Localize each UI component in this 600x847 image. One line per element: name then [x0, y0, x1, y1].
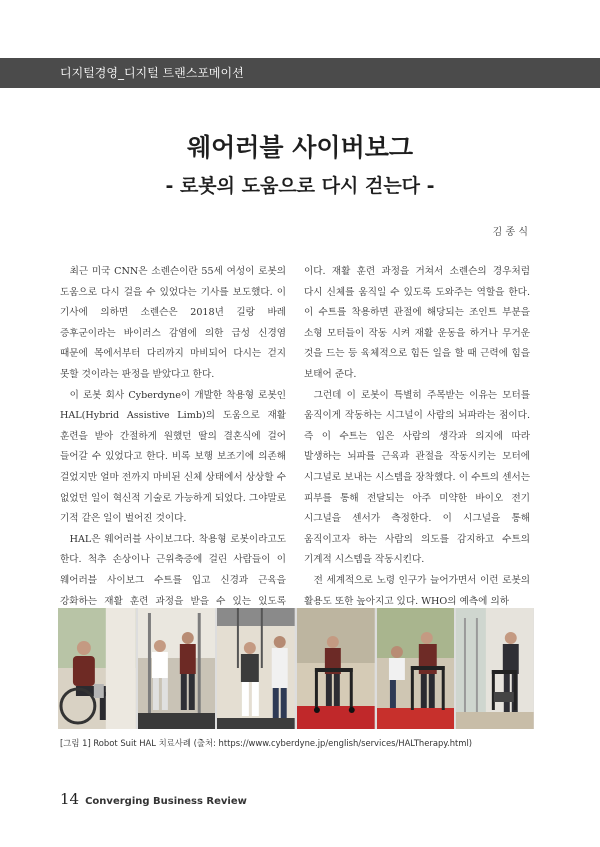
photo-walker-hallway — [456, 608, 534, 729]
author-name: 김 종 식 — [492, 227, 528, 238]
page-footer — [60, 790, 247, 808]
figure-photo-strip — [58, 608, 534, 729]
article-subtitle: - 로봇의 도움으로 다시 걷는다 - — [165, 175, 435, 197]
photo-walker-red-floor — [297, 608, 375, 729]
paragraph: 이 로봇 회사 Cyberdyne이 개발한 착용형 로봇인 HAL(Hybrid Assistive Limb)의 도움으로 재활 훈련을 받아 간절하게 원했던 딸의 결혼식에 걸어 들어갈 수 있었다고 한다. 비록 보행 보조기에 의존해 걸었지만 얼마 전까지 마비된 신체 상태에서 상상할 수 없었던 일이 혁신적 기술로 가능하게 되었다. 그야말로 기적 같은 일이 벌어진 것이다. — [60, 389, 286, 525]
page-number: 14 — [60, 790, 80, 808]
photo-assisted-walker — [377, 608, 455, 729]
paragraph: 전 세계적으로 노령 인구가 늘어가면서 이런 로봇의 활용도 또한 높아지고 있다. WHO의 예측에 의하 — [304, 574, 530, 607]
photo-wheelchair-patient — [58, 608, 136, 729]
body-column-right — [304, 262, 530, 612]
magazine-name: Converging Business Review — [85, 796, 247, 807]
paragraph: 이다. 재활 훈련 과정을 거쳐서 소렌슨의 경우처럼 다시 신체를 움직일 수 있도록 도와주는 역할을 한다. 이 수트를 착용하면 관절에 해당되는 조인트 부분을 소형 모터들이 작동 시켜 재활 운동을 하거나 무거운 것을 드는 등 육체적으로 힘든 일을 할 때 근력에 힘을 보태어 준다. — [304, 266, 530, 380]
section-header-band — [0, 58, 600, 88]
photo-harness-walking — [217, 608, 295, 729]
paragraph: 최근 미국 CNN은 소렌슨이란 55세 여성이 로봇의 도움으로 다시 걸을 수 있었다는 기사를 보도했다. 이 기사에 의하면 소렌슨은 2018년 길랑 바레 증후군이라는 바이러스 감염에 의한 급성 신경염 때문에 목에서부터 다리까지 마비되어 다시는 걷지 못할 것이라는 판정을 받았다고 한다. — [60, 266, 286, 380]
photo-treadmill-training — [138, 608, 216, 729]
paragraph: HAL은 웨어러블 사이보그다. 착용형 로봇이라고도 한다. 척추 손상이나 근위축증에 걸린 사람들이 이 웨어러블 사이보그 수트를 입고 신경과 근육을 강화하는 재활 훈련 과정을 받을 수 있는 있도록 — [60, 533, 286, 607]
section-label: 디지털경영_디지털 트랜스포메이션 — [60, 66, 244, 80]
figure-caption: [그림 1] Robot Suit HAL 치료사례 (출처: https://www.cyberdyne.jp/english/services/HALTherapy.html) — [60, 738, 473, 748]
paragraph: 그런데 이 로봇이 특별히 주목받는 이유는 모터를 움직이게 작동하는 시그널이 사람의 뇌파라는 점이다. 즉 이 수트는 입은 사람의 생각과 의지에 따라 발생하는 뇌파를 근육과 관절을 작동시키는 모터에 시그널로 보내는 시스템을 장착했다. 이 수트의 센서는 피부를 통해 전달되는 아주 미약한 바이오 전기 시그널을 센서가 측정한다. 이 시그널을 통해 움직이고자 하는 사람의 의도를 감지하고 수트의 기계적 시스템을 작동시킨다. — [304, 389, 530, 566]
article-title: 웨어러블 사이버보그 — [186, 133, 414, 162]
body-column-left — [60, 262, 286, 633]
